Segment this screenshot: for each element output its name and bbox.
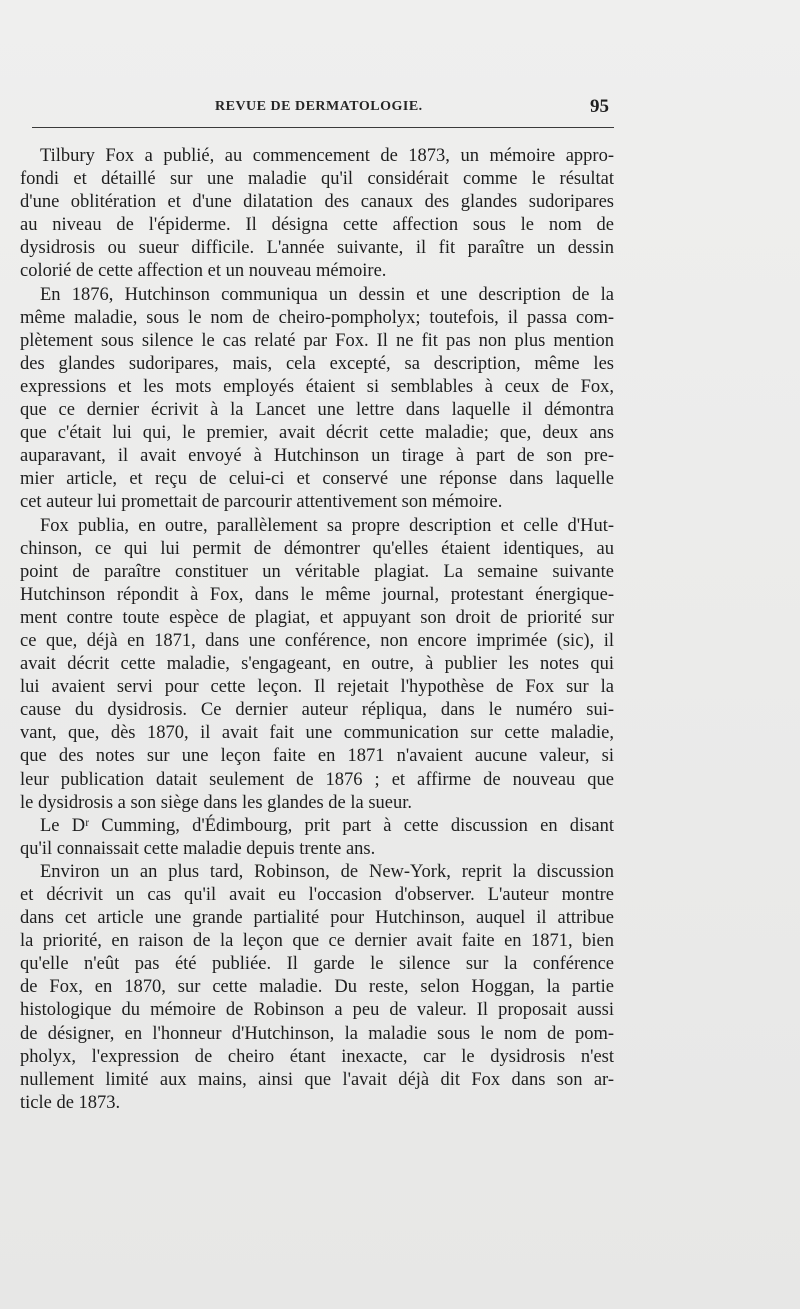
text-line: dans cet article une grande partialité pour Hutchinson, auquel il attribue xyxy=(20,908,614,929)
text-line: nullement limité aux mains, ainsi que l'avait déjà dit Fox dans son ar- xyxy=(20,1069,614,1090)
text-line: que c'était lui qui, le premier, avait décrit cette maladie; que, deux ans xyxy=(20,423,614,444)
text-line: Fox publia, en outre, parallèlement sa propre description et celle d'Hut- xyxy=(40,515,614,536)
text-line: En 1876, Hutchinson communiqua un dessin et une description de la xyxy=(40,284,614,305)
text-line: Hutchinson répondit à Fox, dans le même journal, protestant énergique- xyxy=(20,584,614,605)
text-line: des glandes sudoripares, mais, cela excepté, sa description, même les xyxy=(20,353,614,374)
text-line: fondi et détaillé sur une maladie qu'il considérait comme le résultat xyxy=(20,169,614,190)
text-line: de désigner, en l'honneur d'Hutchinson, la maladie sous le nom de pom- xyxy=(20,1023,614,1044)
running-head: REVUE DE DERMATOLOGIE. xyxy=(215,99,423,114)
text-line: ticle de 1873. xyxy=(20,1092,121,1113)
header-rule xyxy=(32,127,614,128)
text-line: de Fox, en 1870, sur cette maladie. Du reste, selon Hoggan, la partie xyxy=(20,977,614,998)
text-line: point de paraître constituer un véritable plagiat. La semaine suivante xyxy=(20,561,614,582)
page-header xyxy=(0,96,800,121)
text-line: au niveau de l'épiderme. Il désigna cette affection sous le nom de xyxy=(20,215,614,236)
text-line: la priorité, en raison de la leçon que ce dernier avait faite en 1871, bien xyxy=(20,931,614,952)
paragraph xyxy=(20,815,614,861)
text-line: même maladie, sous le nom de cheiro-pompholyx; toutefois, il passa com- xyxy=(20,307,614,328)
text-line: Le Dʳ Cumming, d'Édimbourg, prit part à cette discussion en disant xyxy=(40,815,614,836)
text-line: colorié de cette affection et un nouveau mémoire. xyxy=(20,261,387,282)
text-line: auparavant, il avait envoyé à Hutchinson un tirage à part de son pre- xyxy=(20,446,614,467)
text-line: plètement sous silence le cas relaté par Fox. Il ne fit pas non plus mention xyxy=(20,330,614,351)
text-line: leur publication datait seulement de 1876 ; et affirme de nouveau que xyxy=(20,769,614,790)
text-line: pholyx, l'expression de cheiro étant inexacte, car le dysidrosis n'est xyxy=(20,1046,614,1067)
text-line: cet auteur lui promettait de parcourir attentivement son mémoire. xyxy=(20,492,503,513)
paragraph xyxy=(20,284,614,515)
text-line: qu'elle n'eût pas été publiée. Il garde le silence sur la conférence xyxy=(20,954,614,975)
text-line: expressions et les mots employés étaient si semblables à ceux de Fox, xyxy=(20,376,614,397)
text-line: dysidrosis ou sueur difficile. L'année suivante, il fit paraître un dessin xyxy=(20,238,614,259)
body-text xyxy=(20,145,614,1115)
paragraph xyxy=(20,861,614,1115)
text-line: Environ un an plus tard, Robinson, de New-York, reprit la discussion xyxy=(40,861,614,882)
text-line: d'une oblitération et d'une dilatation des canaux des glandes sudoripares xyxy=(20,192,614,213)
paragraph xyxy=(20,515,614,815)
page-number: 95 xyxy=(590,96,609,117)
text-line: Tilbury Fox a publié, au commencement de 1873, un mémoire appro- xyxy=(40,146,614,166)
text-line: cause du dysidrosis. Ce dernier auteur répliqua, dans le numéro sui- xyxy=(20,700,614,721)
text-line: le dysidrosis a son siège dans les glandes de la sueur. xyxy=(20,792,413,813)
text-line: et décrivit un cas qu'il avait eu l'occasion d'observer. L'auteur montre xyxy=(20,885,614,905)
text-line: mier article, et reçu de celui-ci et conservé une réponse dans laquelle xyxy=(20,469,614,490)
text-line: lui avaient servi pour cette leçon. Il rejetait l'hypothèse de Fox sur la xyxy=(20,677,614,698)
text-line: qu'il connaissait cette maladie depuis trente ans. xyxy=(20,838,376,859)
text-line: chinson, ce qui lui permit de démontrer qu'elles étaient identiques, au xyxy=(20,538,614,559)
text-line: histologique du mémoire de Robinson a peu de valeur. Il proposait aussi xyxy=(20,1000,614,1021)
text-line: avait décrit cette maladie, s'engageant, en outre, à publier les notes qui xyxy=(20,654,614,675)
paragraph xyxy=(20,145,614,284)
text-line: que ce dernier écrivit à la Lancet une lettre dans laquelle il démontra xyxy=(20,400,614,421)
text-line: ce que, déjà en 1871, dans une conférence, non encore imprimée (sic), il xyxy=(20,630,614,651)
text-line: vant, que, dès 1870, il avait fait une communication sur cette maladie, xyxy=(20,723,614,744)
text-line: ment contre toute espèce de plagiat, et appuyant son droit de priorité sur xyxy=(20,607,614,628)
text-line: que des notes sur une leçon faite en 1871 n'avaient aucune valeur, si xyxy=(20,746,614,767)
